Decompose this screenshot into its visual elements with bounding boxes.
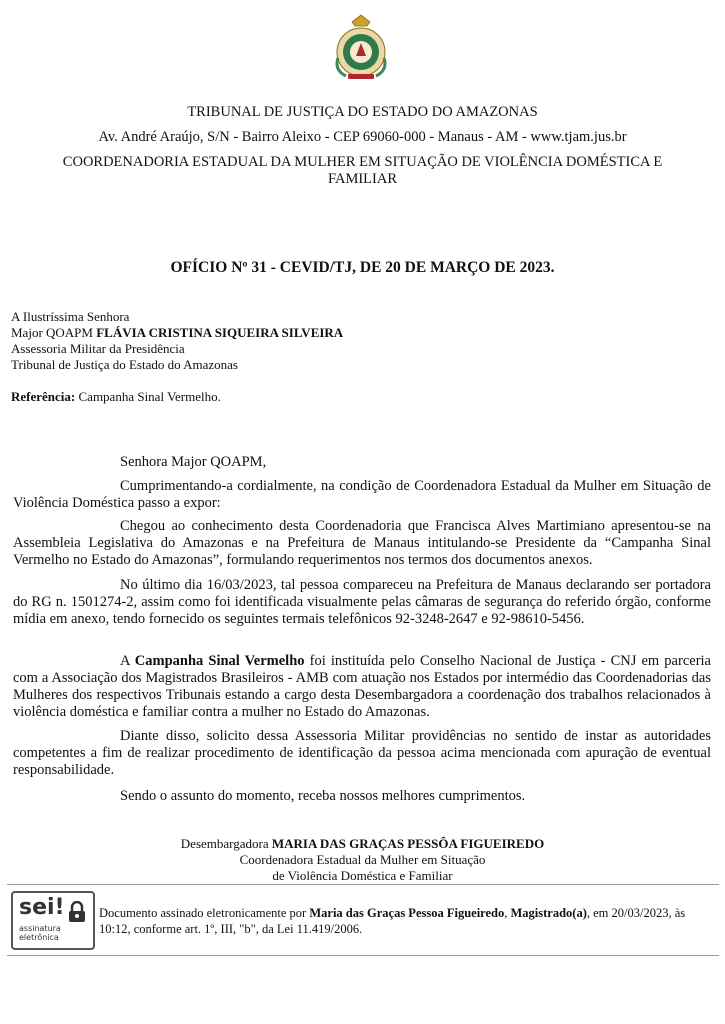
esig-text-post: , em 20/03/2023, às 10:12, conforme art. 1º, III, "b", da Lei 11.419/2006. [99, 906, 686, 936]
paragraph-4 [13, 653, 711, 721]
sei-logo-sub2: eletrônica [19, 933, 59, 942]
paragraph-1 [13, 478, 711, 512]
paragraph-5 [13, 728, 711, 779]
document-title: OFÍCIO Nº 31 - CEVID/TJ, DE 20 DE MARÇO DE 2023. [170, 259, 555, 276]
addressee-court: Tribunal de Justiça do Estado do Amazonas [11, 357, 238, 372]
addressee-office: Assessoria Militar da Presidência [11, 341, 185, 356]
institution-name: TRIBUNAL DE JUSTIÇA DO ESTADO DO AMAZONAS [187, 104, 538, 120]
paragraph-4-text [13, 653, 711, 721]
signature-title: Desembargadora [180, 836, 269, 851]
sei-logo-text: sei! [19, 895, 65, 920]
coat-of-arms-seal-icon [330, 12, 392, 82]
esig-signer-role: Magistrado(a) [510, 906, 587, 920]
signature-name: MARIA DAS GRAÇAS PESSÔA FIGUEIREDO [271, 836, 545, 851]
addressee-rank: Major QOAPM [11, 325, 93, 340]
footer-bottom-divider [7, 955, 719, 956]
esig-text-pre: Documento assinado eletronicamente por [99, 906, 310, 920]
paragraph-4-pre: A [120, 653, 135, 669]
signature-name-line [0, 836, 725, 852]
sei-logo-sub1: assinatura [19, 924, 61, 933]
esig-signer: Maria das Graças Pessoa Figueiredo [309, 906, 505, 920]
paragraph-2-text: Chegou ao conhecimento desta Coordenadoria que Francisca Alves Martimiano apresentou-se na Assembleia Legislativa do Amazonas e na Prefeitura de Manaus intitulando-se Presidente da “Campanha Sinal Vermelho no Estado do Amazonas”, formulando requerimentos nos termos dos documentos anexos. [13, 518, 711, 568]
campaign-name: Campanha Sinal Vermelho [134, 653, 305, 669]
department-name-line2: FAMILIAR [327, 171, 397, 187]
reference-value: Campanha Sinal Vermelho. [78, 389, 221, 404]
paragraph-5-text: Diante disso, solicito dessa Assessoria Militar providências no sentido de instar as autoridades competentes a fim de realizar procedimento de identificação da pessoa acima mencionada com apuração de eventual responsabilidade. [13, 728, 711, 778]
signature-role-line1: Coordenadora Estadual da Mulher em Situação [239, 852, 486, 867]
reference-line [11, 389, 221, 405]
letter-greeting [13, 454, 711, 471]
addressee-salutation: A Ilustríssima Senhora [11, 309, 130, 324]
addressee-block [11, 309, 343, 373]
signature-role-line2: de Violência Doméstica e Familiar [272, 868, 453, 883]
addressee-name-line [11, 325, 343, 341]
reference-label: Referência: [11, 389, 76, 404]
department-name-line1: COORDENADORIA ESTADUAL DA MULHER EM SITUAÇÃO DE VIOLÊNCIA DOMÉSTICA E [62, 154, 663, 170]
paragraph-6 [13, 788, 711, 805]
institution-address: Av. André Araújo, S/N - Bairro Aleixo - CEP 69060-000 - Manaus - AM - www.tjam.jus.br [98, 129, 627, 145]
paragraph-4-post: foi instituída pelo Conselho Nacional de Justiça - CNJ em parceria com a Associação dos Magistrados Brasileiros - AMB com atuação nos Estados por intermédio das Coordenadorias das Mulheres dos respectivos Tribunais estando a cargo desta Desembargadora a coordenação dos trabalhos relacionados à violência doméstica e familiar contra a mulher no Estado do Amazonas. [13, 653, 711, 720]
paragraph-6-text: Sendo o assunto do momento, receba nossos melhores cumprimentos. [120, 788, 526, 804]
footer-top-divider [7, 884, 719, 885]
paragraph-2 [13, 518, 711, 569]
addressee-name: FLÁVIA CRISTINA SIQUEIRA SILVEIRA [96, 325, 344, 340]
paragraph-3 [13, 577, 711, 628]
paragraph-1-text: Cumprimentando-a cordialmente, na condição de Coordenadora Estadual da Mulher em Situação de Violência Doméstica passo a expor: [13, 478, 711, 511]
padlock-icon [68, 901, 86, 923]
esig-comma: , [504, 906, 511, 920]
sei-logo-subtitle [19, 924, 61, 942]
electronic-signature-text [99, 905, 717, 937]
paragraph-3-text: No último dia 16/03/2023, tal pessoa compareceu na Prefeitura de Manaus declarando ser portadora do RG n. 1501274-2, assim como foi identificada visualmente pelas câmaras de segurança do referido órgão, conforme mídia em anexo, tendo fornecido os seguintes termais telefônicos 92-3248-2647 e 92-98610-5456. [13, 577, 711, 627]
greeting-text: Senhora Major QOAPM, [120, 454, 267, 470]
sei-logo [11, 891, 95, 950]
